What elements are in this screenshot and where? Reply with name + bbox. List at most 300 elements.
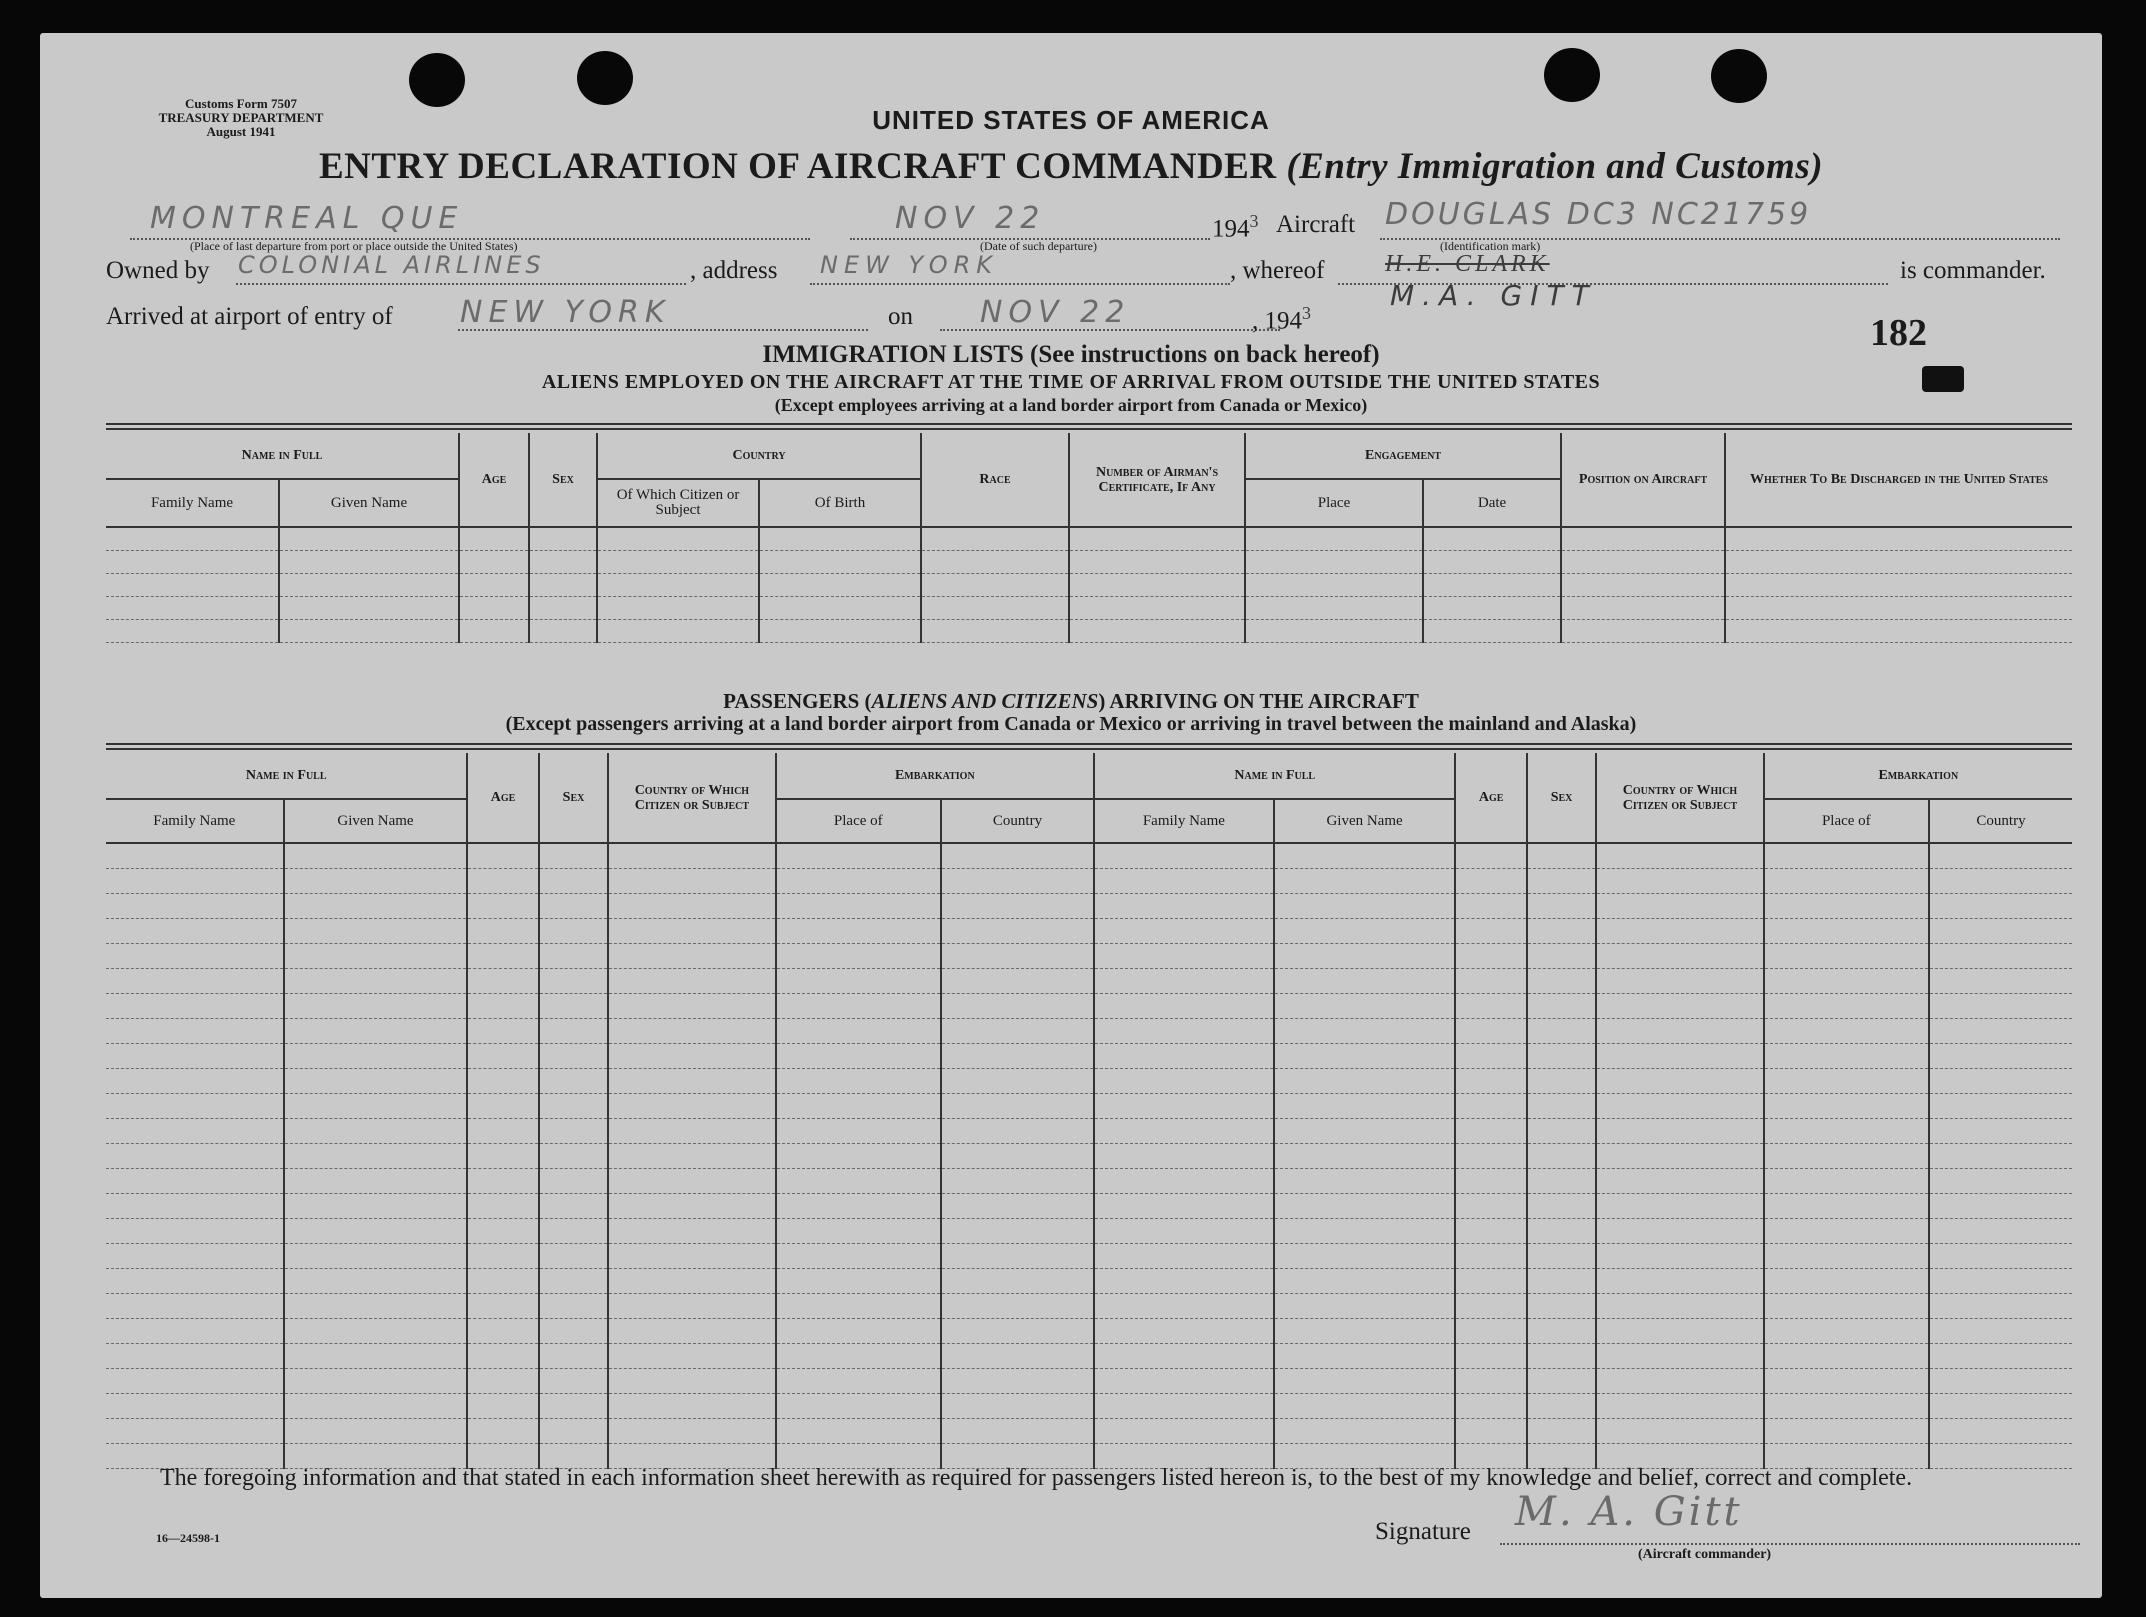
passenger-row-cell <box>1596 1343 1763 1368</box>
passenger-row-cell <box>1527 1368 1596 1393</box>
passenger-row-cell <box>467 1393 538 1418</box>
passenger-row-cell <box>106 1318 284 1343</box>
passenger-row-cell <box>608 1143 775 1168</box>
passenger-row-cell <box>1094 968 1274 993</box>
passenger-row-cell <box>608 893 775 918</box>
form-date: August 1941 <box>206 124 276 139</box>
passenger-row-cell <box>1274 968 1456 993</box>
passenger-row-cell <box>539 843 608 868</box>
passenger-row-cell <box>467 1143 538 1168</box>
passenger-row-cell <box>467 1268 538 1293</box>
passenger-row-cell <box>941 1068 1094 1093</box>
crew-row-cell <box>1069 527 1245 550</box>
passenger-row-cell <box>1764 1393 1929 1418</box>
crew-row-cell <box>921 619 1069 642</box>
passenger-row-cell <box>1455 968 1526 993</box>
passenger-row-cell <box>284 1193 468 1218</box>
passenger-row-cell <box>284 893 468 918</box>
passenger-row-cell <box>776 918 941 943</box>
passenger-row-cell <box>776 1018 941 1043</box>
passenger-row-cell <box>106 843 284 868</box>
passenger-row-cell <box>539 1368 608 1393</box>
passenger-row-cell <box>1094 1318 1274 1343</box>
crew-row-cell <box>106 619 279 642</box>
passenger-row-cell <box>1455 993 1526 1018</box>
passenger-row-cell <box>1527 993 1596 1018</box>
crew-header-engagement: Engagement <box>1245 433 1561 479</box>
passenger-row-cell <box>776 968 941 993</box>
crew-row-cell <box>1725 573 2072 596</box>
passenger-row-cell <box>1929 943 2072 968</box>
pax-header-age-right: Age <box>1455 753 1526 843</box>
crew-header-name-in-full: Name in Full <box>106 433 459 479</box>
crew-row-cell <box>106 596 279 619</box>
whereof-label: , whereof <box>1230 257 1325 284</box>
passenger-row-cell <box>1929 1268 2072 1293</box>
passenger-row-cell <box>284 1093 468 1118</box>
passenger-row-cell <box>941 1268 1094 1293</box>
passenger-row-cell <box>776 1093 941 1118</box>
country-heading: UNITED STATES OF AMERICA <box>872 105 1270 135</box>
passenger-row-cell <box>1929 1193 2072 1218</box>
passenger-row-cell <box>1094 943 1274 968</box>
passenger-row-cell <box>1274 1418 1456 1443</box>
passenger-row-cell <box>1527 868 1596 893</box>
passenger-row-cell <box>776 868 941 893</box>
crew-row-cell <box>529 619 597 642</box>
owned-by-value: COLONIAL AIRLINES <box>238 251 545 279</box>
crew-header-race: Race <box>921 433 1069 527</box>
passenger-row <box>106 1368 2072 1393</box>
crew-header-position: Position on Aircraft <box>1561 433 1725 527</box>
crew-row-cell <box>106 527 279 550</box>
title-subtitle: (Entry Immigration and Customs) <box>1286 146 1824 187</box>
passenger-row-cell <box>1094 1093 1274 1118</box>
page-number: 182 <box>1870 312 1927 354</box>
passenger-row-cell <box>608 1043 775 1068</box>
passenger-row-cell <box>1929 843 2072 868</box>
passenger-row-cell <box>106 1218 284 1243</box>
crew-row-cell <box>1725 550 2072 573</box>
passenger-row-cell <box>1274 943 1456 968</box>
passenger-row-cell <box>1274 1368 1456 1393</box>
crew-row-cell <box>1069 619 1245 642</box>
passenger-row-cell <box>1527 918 1596 943</box>
crew-row-cell <box>1245 596 1423 619</box>
passenger-row-cell <box>1527 1318 1596 1343</box>
crew-row-cell <box>1423 596 1561 619</box>
passenger-row <box>106 1243 2072 1268</box>
passenger-row-cell <box>284 1268 468 1293</box>
passenger-row-cell <box>1527 1118 1596 1143</box>
print-code: 16—24598-1 <box>156 1531 220 1545</box>
passenger-row-cell <box>284 1143 468 1168</box>
passenger-row-cell <box>1596 1243 1763 1268</box>
passenger-row-cell <box>1455 1018 1526 1043</box>
passenger-row-cell <box>1274 993 1456 1018</box>
passenger-row-cell <box>467 1093 538 1118</box>
passenger-row <box>106 1043 2072 1068</box>
passenger-row-cell <box>1596 1018 1763 1043</box>
passenger-row-cell <box>284 1418 468 1443</box>
pax-header-family-name-left: Family Name <box>106 799 284 843</box>
passenger-row-cell <box>1929 1243 2072 1268</box>
passenger-row-cell <box>776 843 941 868</box>
aircraft-label: Aircraft <box>1276 211 1356 238</box>
passenger-row-cell <box>1596 968 1763 993</box>
passenger-row-cell <box>106 918 284 943</box>
passenger-row-cell <box>1094 893 1274 918</box>
punch-hole <box>577 51 633 105</box>
passenger-row-cell <box>608 1293 775 1318</box>
immigration-subheading: ALIENS EMPLOYED ON THE AIRCRAFT AT THE TIME OF ARRIVAL FROM OUTSIDE THE UNITED STATES <box>541 371 1601 393</box>
passenger-row-cell <box>1094 1118 1274 1143</box>
passenger-row-cell <box>1764 1243 1929 1268</box>
passenger-row-cell <box>1274 1343 1456 1368</box>
crew-row-cell <box>1423 527 1561 550</box>
passenger-row-cell <box>1929 968 2072 993</box>
passenger-row-cell <box>1596 1118 1763 1143</box>
pax-header-sex-left: Sex <box>539 753 608 843</box>
crew-row-cell <box>597 596 759 619</box>
passenger-row <box>106 918 2072 943</box>
passenger-row-cell <box>284 1243 468 1268</box>
passenger-row-cell <box>1596 1293 1763 1318</box>
passenger-row-cell <box>539 893 608 918</box>
passenger-row-cell <box>1596 1193 1763 1218</box>
passenger-row-cell <box>1094 1368 1274 1393</box>
passenger-row-cell <box>1596 918 1763 943</box>
crew-row-cell <box>1725 527 2072 550</box>
pax-header-citizen-right: Country of Which Citizen or Subject <box>1596 753 1763 843</box>
passenger-row-cell <box>776 1418 941 1443</box>
passenger-row-cell <box>106 1043 284 1068</box>
passenger-row-cell <box>1527 968 1596 993</box>
pax-header-family-name-right: Family Name <box>1094 799 1274 843</box>
passenger-row-cell <box>1274 1168 1456 1193</box>
passenger-row-cell <box>284 1293 468 1318</box>
passenger-row-cell <box>1455 1343 1526 1368</box>
passenger-row-cell <box>941 1143 1094 1168</box>
passenger-row-cell <box>1455 1293 1526 1318</box>
passenger-row-cell <box>539 1318 608 1343</box>
crew-header-given-name: Given Name <box>279 479 459 527</box>
passenger-row-cell <box>1929 918 2072 943</box>
crew-row-cell <box>1561 527 1725 550</box>
passenger-row-cell <box>941 943 1094 968</box>
passenger-row-cell <box>467 1218 538 1243</box>
passenger-row-cell <box>1764 1293 1929 1318</box>
passenger-row-cell <box>1764 1343 1929 1368</box>
passenger-row-cell <box>1929 1293 2072 1318</box>
passenger-row-cell <box>941 1293 1094 1318</box>
passenger-row-cell <box>776 1268 941 1293</box>
passenger-row-cell <box>1596 868 1763 893</box>
passenger-row-cell <box>776 1293 941 1318</box>
passenger-row-cell <box>941 918 1094 943</box>
passenger-row-cell <box>467 968 538 993</box>
passenger-row-cell <box>284 943 468 968</box>
passenger-row-cell <box>539 1343 608 1368</box>
passenger-row-cell <box>1094 1043 1274 1068</box>
passenger-row-cell <box>1094 1418 1274 1443</box>
arrival-year: , $194^3$ <box>1252 303 1311 335</box>
passenger-row-cell <box>1764 993 1929 1018</box>
passenger-row-cell <box>1929 1143 2072 1168</box>
passenger-row <box>106 1218 2072 1243</box>
passenger-row-cell <box>106 943 284 968</box>
passenger-row-cell <box>1764 1168 1929 1193</box>
crew-header-citizen: Of Which Citizen or Subject <box>597 479 759 527</box>
passenger-row-cell <box>106 893 284 918</box>
passenger-row-cell <box>1274 1093 1456 1118</box>
passenger-row-cell <box>1527 1093 1596 1118</box>
passenger-row-cell <box>608 1318 775 1343</box>
crew-row-cell <box>459 573 529 596</box>
passenger-row-cell <box>1455 1193 1526 1218</box>
arrival-on-label: on <box>888 303 913 330</box>
passenger-row-cell <box>608 868 775 893</box>
passenger-row-cell <box>776 893 941 918</box>
passenger-row-cell <box>1596 893 1763 918</box>
passenger-row-cell <box>776 1168 941 1193</box>
crew-row-cell <box>459 527 529 550</box>
pax-header-place-of-right: Place of <box>1764 799 1929 843</box>
address-label: , address <box>690 257 778 284</box>
passenger-row-cell <box>1764 1018 1929 1043</box>
passenger-row-cell <box>467 943 538 968</box>
passenger-row-cell <box>776 1118 941 1143</box>
passenger-row-cell <box>467 1293 538 1318</box>
crew-header-place: Place <box>1245 479 1423 527</box>
passenger-row-cell <box>941 1243 1094 1268</box>
crew-row-cell <box>1423 550 1561 573</box>
pax-header-given-name-right: Given Name <box>1274 799 1456 843</box>
crew-row-cell <box>759 573 921 596</box>
passenger-row-cell <box>1596 1368 1763 1393</box>
passenger-row-cell <box>1596 1218 1763 1243</box>
passenger-row-cell <box>1929 1418 2072 1443</box>
passenger-row-cell <box>467 1118 538 1143</box>
crew-row-cell <box>279 596 459 619</box>
crew-row-cell <box>1561 550 1725 573</box>
passenger-row-cell <box>1527 1218 1596 1243</box>
passenger-row-cell <box>539 993 608 1018</box>
crew-row-cell <box>279 550 459 573</box>
crew-row-cell <box>921 527 1069 550</box>
passenger-row-cell <box>1596 993 1763 1018</box>
passenger-row-cell <box>608 1268 775 1293</box>
passenger-row-cell <box>1455 843 1526 868</box>
passenger-row-cell <box>776 993 941 1018</box>
passenger-row-cell <box>941 1168 1094 1193</box>
crew-row-cell <box>1069 573 1245 596</box>
passenger-row-cell <box>1527 1418 1596 1443</box>
passenger-row-cell <box>284 1218 468 1243</box>
page-title <box>40 145 2102 188</box>
passenger-row-cell <box>1929 1393 2072 1418</box>
passenger-row-cell <box>1094 868 1274 893</box>
passenger-row <box>106 1193 2072 1218</box>
passenger-row <box>106 1418 2072 1443</box>
passenger-row-cell <box>539 968 608 993</box>
passenger-row-cell <box>1596 1393 1763 1418</box>
passenger-row-cell <box>1455 893 1526 918</box>
passenger-row-cell <box>776 1068 941 1093</box>
pax-header-name-in-full-right: Name in Full <box>1094 753 1455 799</box>
departure-date-value: NOV 22 <box>895 201 1046 236</box>
passenger-row-cell <box>1764 1268 1929 1293</box>
passenger-row-cell <box>1764 1068 1929 1093</box>
departure-place-value: MONTREAL QUE <box>150 201 464 236</box>
crew-row-cell <box>1069 596 1245 619</box>
passenger-row-cell <box>284 1043 468 1068</box>
departure-place-caption: (Place of last departure from port or place outside the United States) <box>190 239 518 253</box>
passenger-row-cell <box>608 1193 775 1218</box>
passenger-row-cell <box>941 1018 1094 1043</box>
passenger-row-cell <box>539 1068 608 1093</box>
passenger-row-cell <box>539 1418 608 1443</box>
passenger-row-cell <box>1764 1218 1929 1243</box>
passenger-row-cell <box>106 1393 284 1418</box>
passenger-row-cell <box>467 1168 538 1193</box>
passenger-row-cell <box>1929 1018 2072 1043</box>
passenger-row <box>106 1093 2072 1118</box>
passenger-row-cell <box>467 1418 538 1443</box>
passenger-row-cell <box>1094 1143 1274 1168</box>
is-commander-label: is commander. <box>1900 257 2046 284</box>
passenger-row-cell <box>284 1393 468 1418</box>
crew-row-cell <box>759 619 921 642</box>
passenger-row-cell <box>539 1243 608 1268</box>
passenger-row-cell <box>1596 843 1763 868</box>
passenger-row-cell <box>1455 1068 1526 1093</box>
pax-header-sex-right: Sex <box>1527 753 1596 843</box>
crew-row-cell <box>279 527 459 550</box>
passenger-row-cell <box>1527 1393 1596 1418</box>
passenger-row-cell <box>106 1418 284 1443</box>
department: TREASURY DEPARTMENT <box>158 110 324 125</box>
passenger-row-cell <box>1929 993 2072 1018</box>
passenger-row-cell <box>106 1268 284 1293</box>
crew-row-cell <box>759 596 921 619</box>
passenger-row-cell <box>608 1168 775 1193</box>
departure-year: $194^3$ <box>1212 211 1259 243</box>
passenger-row-cell <box>1596 1268 1763 1293</box>
passenger-row-cell <box>467 993 538 1018</box>
passenger-row <box>106 1393 2072 1418</box>
signature-label: Signature <box>1375 1518 1471 1545</box>
passenger-row-cell <box>608 1343 775 1368</box>
passenger-row-cell <box>284 1343 468 1368</box>
passenger-row-cell <box>1527 1043 1596 1068</box>
passenger-row-cell <box>1527 943 1596 968</box>
passenger-row-cell <box>1929 1368 2072 1393</box>
passenger-row-cell <box>539 1393 608 1418</box>
passenger-row-cell <box>1929 1168 2072 1193</box>
passenger-row <box>106 843 2072 868</box>
passenger-row-cell <box>1764 868 1929 893</box>
passenger-row-cell <box>608 1393 775 1418</box>
passenger-row-cell <box>467 1068 538 1093</box>
passenger-row-cell <box>1527 1268 1596 1293</box>
passenger-row-cell <box>1764 1193 1929 1218</box>
passenger-row-cell <box>1596 1168 1763 1193</box>
passenger-row-cell <box>284 1318 468 1343</box>
passenger-row-cell <box>1929 1118 2072 1143</box>
passenger-row-cell <box>106 1143 284 1168</box>
passenger-row-cell <box>1596 1068 1763 1093</box>
passenger-row-cell <box>1094 1068 1274 1093</box>
crew-row-cell <box>1245 550 1423 573</box>
crew-row-cell <box>279 573 459 596</box>
passenger-row-cell <box>1274 1393 1456 1418</box>
passenger-row-cell <box>284 993 468 1018</box>
pax-header-country-left: Country <box>941 799 1094 843</box>
passenger-row-cell <box>539 1218 608 1243</box>
passenger-row-cell <box>1764 1093 1929 1118</box>
passenger-row-cell <box>539 918 608 943</box>
passenger-row-cell <box>1094 1018 1274 1043</box>
crew-row-cell <box>106 550 279 573</box>
pax-header-embarkation-left: Embarkation <box>776 753 1094 799</box>
passenger-row-cell <box>941 968 1094 993</box>
crew-header-country: Country <box>597 433 921 479</box>
passenger-row <box>106 893 2072 918</box>
passenger-row-cell <box>106 1368 284 1393</box>
passenger-row-cell <box>1596 943 1763 968</box>
passenger-row <box>106 868 2072 893</box>
passenger-row-cell <box>1527 1243 1596 1268</box>
passenger-row-cell <box>1455 1318 1526 1343</box>
certification-statement: The foregoing information and that stated in each information sheet herewith as required for passengers listed hereon is, to the best of my knowledge and belief, correct and complete. <box>160 1465 1913 1491</box>
passenger-row-cell <box>1527 1193 1596 1218</box>
passenger-row-cell <box>1094 843 1274 868</box>
passenger-row-cell <box>1596 1093 1763 1118</box>
passenger-row <box>106 1018 2072 1043</box>
crew-row-cell <box>1423 573 1561 596</box>
passenger-row-cell <box>539 1093 608 1118</box>
passenger-row-cell <box>1764 1118 1929 1143</box>
commander-value: M.A. GITT <box>1390 279 1597 312</box>
crew-header-certificate: Number of Airman's Certificate, If Any <box>1069 433 1245 527</box>
form-number: Customs Form 7507 <box>185 96 297 111</box>
passenger-row-cell <box>608 1243 775 1268</box>
commander-signature: M. A. Gitt <box>1515 1489 1743 1535</box>
passenger-row-cell <box>1094 1268 1274 1293</box>
passenger-row-cell <box>1929 1218 2072 1243</box>
passenger-row-cell <box>941 1043 1094 1068</box>
passenger-row-cell <box>1596 1043 1763 1068</box>
passenger-row-cell <box>1274 843 1456 868</box>
pax-header-embarkation-right: Embarkation <box>1764 753 2072 799</box>
pax-header-given-name-left: Given Name <box>284 799 468 843</box>
passenger-row-cell <box>1274 1218 1456 1243</box>
passenger-row-cell <box>1929 1043 2072 1068</box>
passenger-row-cell <box>106 1193 284 1218</box>
passenger-row-cell <box>467 1193 538 1218</box>
passenger-row-cell <box>1527 1168 1596 1193</box>
passenger-row-cell <box>1455 1218 1526 1243</box>
passenger-row-cell <box>467 868 538 893</box>
passenger-row-cell <box>1764 918 1929 943</box>
passenger-row-cell <box>1455 1268 1526 1293</box>
passenger-row-cell <box>1094 993 1274 1018</box>
passenger-row-cell <box>539 1293 608 1318</box>
crew-row-cell <box>1561 596 1725 619</box>
crew-row-cell <box>1069 550 1245 573</box>
crew-row-cell <box>921 550 1069 573</box>
